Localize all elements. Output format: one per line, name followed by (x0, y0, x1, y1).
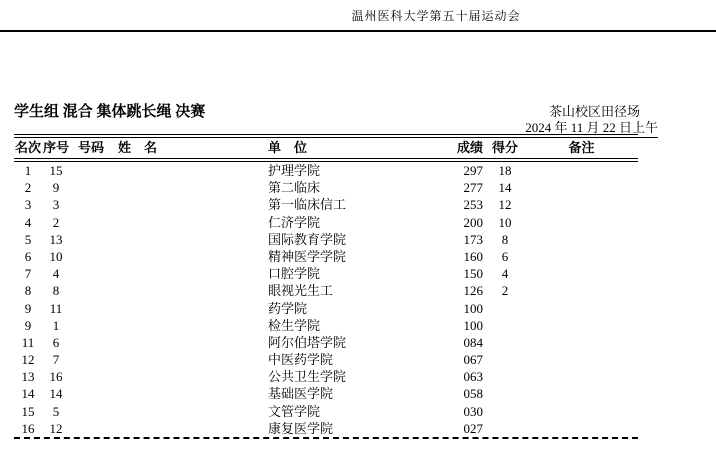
cell-score: 277 (463, 180, 483, 196)
table-row (14, 317, 638, 334)
col-header-name: 姓 名 (118, 140, 158, 155)
cell-note (525, 351, 638, 368)
cell-order: 3 (52, 197, 60, 213)
cell-unit: 药学院 (268, 300, 308, 316)
cell-number (70, 196, 112, 213)
cell-name (112, 179, 220, 196)
table-header-row (14, 138, 638, 158)
cell-number (70, 282, 112, 299)
cell-score: 126 (463, 283, 483, 299)
cell-rank: 4 (24, 214, 32, 230)
cell-note (525, 385, 638, 402)
cell-order: 6 (52, 334, 60, 350)
cell-score: 297 (463, 163, 483, 178)
cell-order: 9 (52, 180, 60, 196)
col-header-order: 序号 (42, 140, 69, 155)
table-row (14, 214, 638, 231)
col-header-score: 成绩 (456, 140, 483, 155)
cell-rank: 16 (21, 420, 35, 436)
cell-note (525, 162, 638, 179)
cell-name (112, 317, 220, 334)
cell-unit: 第二临床 (268, 180, 321, 196)
cell-rank: 12 (21, 352, 35, 368)
page-header-divider (0, 30, 716, 32)
col-header-note: 备注 (568, 140, 595, 155)
cell-order: 5 (52, 403, 60, 419)
cell-order: 13 (49, 231, 63, 247)
table-row (14, 162, 638, 179)
cell-points (485, 317, 525, 334)
cell-rank: 2 (24, 180, 32, 196)
results-table (14, 134, 638, 439)
col-header-points: 得分 (491, 140, 518, 155)
table-row (14, 385, 638, 402)
table-row (14, 334, 638, 351)
table-bottom-border (14, 437, 638, 439)
cell-points: 6 (501, 248, 509, 264)
col-header-rank: 名次 (14, 140, 41, 155)
cell-name (112, 231, 220, 248)
table-row (14, 300, 638, 317)
cell-name (112, 385, 220, 402)
col-header-number: 号码 (77, 140, 104, 155)
cell-note (525, 368, 638, 385)
cell-note (525, 282, 638, 299)
cell-note (525, 403, 638, 420)
cell-score: 058 (463, 386, 483, 402)
table-row (14, 282, 638, 299)
cell-order: 1 (52, 317, 60, 333)
cell-points (485, 334, 525, 351)
cell-points: 4 (501, 266, 509, 282)
cell-rank: 1 (24, 163, 32, 178)
cell-number (70, 265, 112, 282)
table-body (14, 162, 638, 437)
cell-points (485, 420, 525, 437)
cell-order: 11 (49, 300, 63, 316)
cell-order: 15 (49, 163, 63, 178)
cell-number (70, 231, 112, 248)
cell-unit: 口腔学院 (268, 266, 321, 282)
cell-unit: 国际教育学院 (268, 231, 347, 247)
cell-rank: 15 (21, 403, 35, 419)
cell-note (525, 317, 638, 334)
cell-name (112, 214, 220, 231)
cell-rank: 11 (21, 334, 35, 350)
cell-number (70, 334, 112, 351)
cell-points: 14 (498, 180, 512, 196)
cell-order: 7 (52, 352, 60, 368)
cell-note (525, 214, 638, 231)
cell-note (525, 334, 638, 351)
cell-note (525, 196, 638, 213)
cell-points (485, 403, 525, 420)
cell-points (485, 351, 525, 368)
cell-unit: 基础医学院 (268, 386, 334, 402)
cell-score: 160 (463, 248, 483, 264)
cell-score: 030 (463, 403, 483, 419)
cell-name (112, 162, 220, 179)
cell-name (112, 282, 220, 299)
cell-note (525, 248, 638, 265)
cell-unit: 阿尔伯塔学院 (268, 334, 347, 350)
cell-note (525, 179, 638, 196)
cell-score: 100 (463, 300, 483, 316)
cell-name (112, 334, 220, 351)
cell-unit: 护理学院 (268, 163, 321, 178)
cell-order: 16 (49, 369, 63, 385)
cell-order: 8 (52, 283, 60, 299)
cell-number (70, 317, 112, 334)
cell-number (70, 351, 112, 368)
cell-order: 12 (49, 420, 63, 436)
cell-score: 150 (463, 266, 483, 282)
cell-points: 2 (501, 283, 509, 299)
cell-rank: 14 (21, 386, 35, 402)
cell-note (525, 300, 638, 317)
cell-order: 4 (52, 266, 60, 282)
table-row (14, 196, 638, 213)
cell-points (485, 385, 525, 402)
cell-note (525, 231, 638, 248)
meet-title: 温州医科大学第五十届运动会 (351, 9, 521, 23)
cell-score: 200 (463, 214, 483, 230)
table-row (14, 368, 638, 385)
table-row (14, 231, 638, 248)
table-row (14, 265, 638, 282)
cell-rank: 5 (24, 231, 32, 247)
cell-name (112, 196, 220, 213)
cell-number (70, 368, 112, 385)
table-row (14, 403, 638, 420)
cell-points: 12 (498, 197, 512, 213)
cell-name (112, 300, 220, 317)
cell-number (70, 420, 112, 437)
cell-rank: 9 (24, 317, 32, 333)
cell-score: 063 (463, 369, 483, 385)
cell-number (70, 179, 112, 196)
cell-score: 253 (463, 197, 483, 213)
cell-unit: 第一临床信工 (268, 197, 347, 213)
cell-unit: 检生学院 (268, 317, 321, 333)
cell-rank: 7 (24, 266, 32, 282)
cell-number (70, 385, 112, 402)
cell-points: 8 (501, 231, 509, 247)
cell-unit: 中医药学院 (268, 352, 334, 368)
cell-name (112, 368, 220, 385)
cell-note (525, 265, 638, 282)
cell-unit: 仁济学院 (268, 214, 321, 230)
cell-rank: 6 (24, 248, 32, 264)
cell-rank: 13 (21, 369, 35, 385)
cell-unit: 眼视光生工 (268, 283, 334, 299)
cell-name (112, 351, 220, 368)
cell-rank: 9 (24, 300, 32, 316)
cell-name (112, 403, 220, 420)
cell-name (112, 265, 220, 282)
cell-rank: 3 (24, 197, 32, 213)
cell-number (70, 248, 112, 265)
cell-unit: 文管学院 (268, 403, 321, 419)
cell-score: 027 (463, 420, 483, 436)
cell-order: 2 (52, 214, 60, 230)
event-title: 学生组 混合 集体跳长绳 决赛 (14, 104, 206, 120)
cell-number (70, 214, 112, 231)
cell-number (70, 403, 112, 420)
table-row (14, 420, 638, 437)
cell-number (70, 300, 112, 317)
cell-score: 100 (463, 317, 483, 333)
cell-order: 10 (49, 248, 63, 264)
cell-points (485, 368, 525, 385)
cell-points: 10 (498, 214, 512, 230)
cell-unit: 精神医学学院 (268, 248, 347, 264)
table-row (14, 351, 638, 368)
cell-points (485, 300, 525, 317)
cell-note (525, 420, 638, 437)
event-venue: 茶山校区田径场 (548, 104, 640, 119)
table-row (14, 248, 638, 265)
cell-points: 18 (498, 163, 512, 178)
cell-score: 173 (463, 231, 483, 247)
cell-number (70, 162, 112, 179)
cell-unit: 公共卫生学院 (268, 369, 347, 385)
cell-score: 084 (463, 334, 483, 350)
cell-unit: 康复医学院 (268, 420, 334, 436)
table-row (14, 179, 638, 196)
col-header-unit: 单 位 (268, 140, 308, 155)
cell-name (112, 248, 220, 265)
cell-score: 067 (463, 352, 483, 368)
event-datetime: 2024 年 11 月 22 日上午 (525, 117, 658, 138)
cell-name (112, 420, 220, 437)
cell-order: 14 (49, 386, 63, 402)
cell-rank: 8 (24, 283, 32, 299)
